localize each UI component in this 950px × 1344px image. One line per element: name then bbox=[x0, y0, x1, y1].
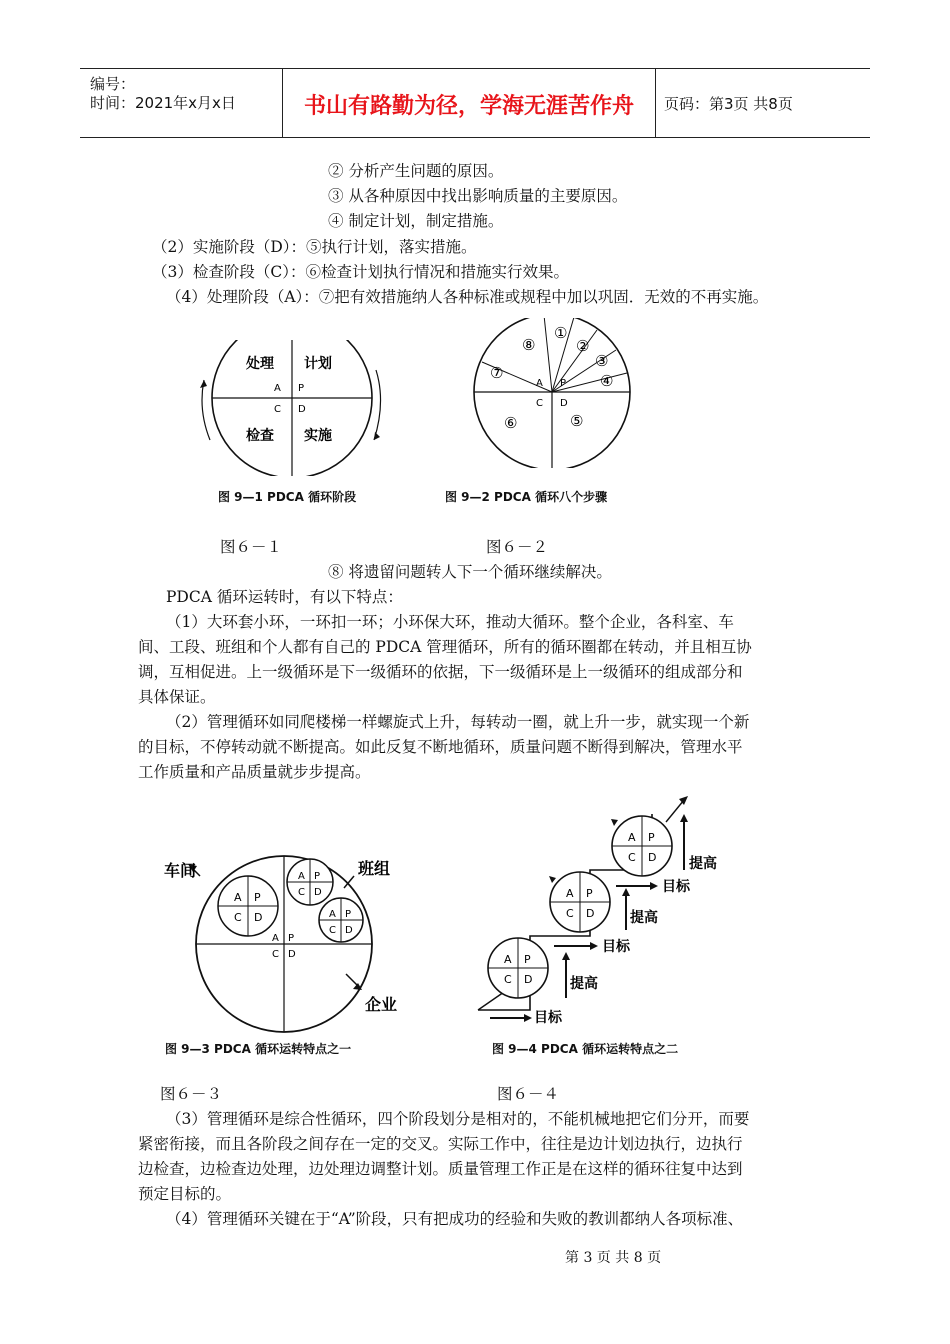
label-improve: 提高 bbox=[630, 910, 658, 926]
label-target: 目标 bbox=[534, 1010, 562, 1026]
label-improve: 提高 bbox=[570, 976, 598, 992]
letter-p: P bbox=[254, 891, 261, 904]
letter-a: A bbox=[329, 909, 336, 920]
text-line: （2）实施阶段（D）：⑤执行计划，落实措施。 bbox=[152, 238, 477, 256]
step-5: ⑤ bbox=[570, 412, 584, 430]
label-improve: 提高 bbox=[689, 856, 717, 872]
label-workshop: 车间 bbox=[164, 861, 197, 880]
text-line: 边检查，边检查边处理，边处理边调整计划。质量管理工作正是在这样的循环往复中达到 bbox=[138, 1160, 743, 1178]
rotation-arrow-left bbox=[202, 380, 210, 440]
text-line: ④ 制定计划，制定措施。 bbox=[328, 212, 504, 230]
text-line: （4）管理循环关键在于“A”阶段，只有把成功的经验和失败的教训都纳人各项标准、 bbox=[166, 1210, 744, 1228]
letter-d: D bbox=[314, 887, 322, 898]
page-header bbox=[80, 68, 870, 138]
letter-c: C bbox=[274, 404, 281, 415]
letter-d: D bbox=[524, 973, 533, 986]
step-1: ① bbox=[554, 324, 568, 342]
letter-c: C bbox=[536, 398, 543, 409]
date-label: 时间：2021年x月x日 bbox=[90, 94, 236, 112]
letter-p: P bbox=[298, 383, 305, 394]
letter-a: A bbox=[536, 378, 543, 389]
letter-p: P bbox=[288, 933, 295, 944]
letter-d: D bbox=[288, 949, 296, 960]
text-line: 预定目标的。 bbox=[138, 1185, 232, 1203]
letter-c: C bbox=[566, 907, 574, 920]
letter-c: C bbox=[329, 925, 336, 936]
header-motto-cell bbox=[283, 69, 656, 137]
header-page-cell bbox=[656, 69, 870, 137]
text-line: （3）管理循环是综合性循环，四个阶段划分是相对的，不能机械地把它们分开，而要 bbox=[166, 1110, 750, 1128]
letter-a: A bbox=[234, 891, 242, 904]
letter-p: P bbox=[560, 378, 567, 389]
letter-p: P bbox=[586, 887, 593, 900]
figure-pdca-nested-cycles bbox=[160, 846, 420, 1036]
text-line: ③ 从各种原因中找出影响质量的主要原因。 bbox=[328, 187, 628, 205]
figure-label: 图６－３ bbox=[160, 1085, 223, 1103]
serial-label: 编号： bbox=[90, 75, 136, 93]
figure-pdca-stages bbox=[196, 340, 386, 476]
step-2: ② bbox=[576, 337, 590, 355]
label-target: 目标 bbox=[662, 879, 690, 895]
text-line: （3）检查阶段（C）：⑥检查计划执行情况和措施实行效果。 bbox=[152, 263, 569, 281]
rotation-arrow-right bbox=[374, 370, 381, 440]
letter-d: D bbox=[648, 851, 657, 864]
letter-c: C bbox=[628, 851, 636, 864]
label-team: 班组 bbox=[358, 859, 391, 878]
letter-a: A bbox=[504, 953, 512, 966]
letter-d: D bbox=[560, 398, 568, 409]
step-3: ③ bbox=[595, 352, 609, 370]
figure-label: 图６－１ bbox=[220, 538, 283, 556]
figure-label: 图６－２ bbox=[486, 538, 549, 556]
letter-d: D bbox=[586, 907, 595, 920]
figure-pdca-staircase bbox=[470, 788, 730, 1028]
step-4: ④ bbox=[600, 372, 614, 390]
figure-caption: 图 9—4 PDCA 循环运转特点之二 bbox=[492, 1042, 679, 1056]
text-line: 的目标，不停转动就不断提高。如此反复不断地循环，质量问题不断得到解决，管理水平 bbox=[138, 738, 743, 756]
quadrant-plan: 计划 bbox=[304, 356, 332, 372]
figure-caption: 图 9—2 PDCA 循环八个步骤 bbox=[445, 490, 608, 504]
letter-c: C bbox=[504, 973, 512, 986]
text-line: （2）管理循环如同爬楼梯一样螺旋式上升，每转动一圈，就上升一步，就实现一个新 bbox=[166, 713, 750, 731]
nested-cycles-diagram bbox=[160, 846, 420, 1036]
letter-p: P bbox=[345, 909, 352, 920]
letter-c: C bbox=[272, 949, 279, 960]
label-target: 目标 bbox=[602, 939, 630, 955]
motto: 书山有路勤为径，学海无涯苦作舟 bbox=[303, 94, 634, 119]
text-line: ② 分析产生问题的原因。 bbox=[328, 162, 504, 180]
text-line: （1）大环套小环，一环扣一环；小环保大环，推动大循环。整个企业，各科室、车 bbox=[166, 613, 734, 631]
letter-d: D bbox=[345, 925, 353, 936]
letter-p: P bbox=[314, 871, 321, 882]
staircase-diagram bbox=[470, 788, 730, 1028]
letter-a: A bbox=[272, 933, 279, 944]
figure-pdca-eight-steps bbox=[470, 318, 650, 468]
letter-c: C bbox=[234, 911, 242, 924]
step-8: ⑧ bbox=[522, 336, 536, 354]
step-7: ⑦ bbox=[490, 364, 504, 382]
letter-p: P bbox=[524, 953, 531, 966]
text-line: ⑧ 将遗留问题转人下一个循环继续解决。 bbox=[328, 563, 612, 581]
letter-a: A bbox=[566, 887, 574, 900]
pdca-steps-diagram bbox=[470, 318, 650, 468]
quadrant-check: 检查 bbox=[246, 428, 274, 444]
figure-label: 图６－４ bbox=[497, 1085, 560, 1103]
text-line: 具体保证。 bbox=[138, 688, 216, 706]
letter-a: A bbox=[298, 871, 305, 882]
step-6: ⑥ bbox=[504, 414, 518, 432]
letter-d: D bbox=[298, 404, 306, 415]
text-line: PDCA 循环运转时，有以下特点： bbox=[166, 588, 403, 606]
letter-p: P bbox=[648, 831, 655, 844]
text-line: 紧密衔接，而且各阶段之间存在一定的交叉。实际工作中，往往是边计划边执行，边执行 bbox=[138, 1135, 743, 1153]
figure-caption: 图 9—1 PDCA 循环阶段 bbox=[218, 490, 357, 504]
page-footer: 第 3 页 共 8 页 bbox=[565, 1250, 662, 1266]
pdca-stages-diagram bbox=[196, 340, 386, 476]
quadrant-act: 处理 bbox=[246, 356, 274, 372]
text-line: （4）处理阶段（A）：⑦把有效措施纳人各种标准或规程中加以巩固．无效的不再实施。 bbox=[166, 288, 769, 306]
letter-d: D bbox=[254, 911, 263, 924]
text-line: 间、工段、班组和个人都有自己的 PDCA 管理循环，所有的循环圈都在转动，并且相互协 bbox=[138, 638, 752, 656]
letter-c: C bbox=[298, 887, 305, 898]
text-line: 工作质量和产品质量就步步提高。 bbox=[138, 763, 371, 781]
page-label: 页码：第3页 共8页 bbox=[664, 95, 793, 113]
text-line: 调，互相促进。上一级循环是下一级循环的依据，下一级循环是上一级循环的组成部分和 bbox=[138, 663, 743, 681]
letter-a: A bbox=[628, 831, 636, 844]
figure-caption: 图 9—3 PDCA 循环运转特点之一 bbox=[165, 1042, 352, 1056]
label-enterprise: 企业 bbox=[365, 995, 398, 1014]
header-meta-cell bbox=[80, 69, 283, 137]
quadrant-do: 实施 bbox=[304, 428, 332, 444]
letter-a: A bbox=[274, 383, 281, 394]
